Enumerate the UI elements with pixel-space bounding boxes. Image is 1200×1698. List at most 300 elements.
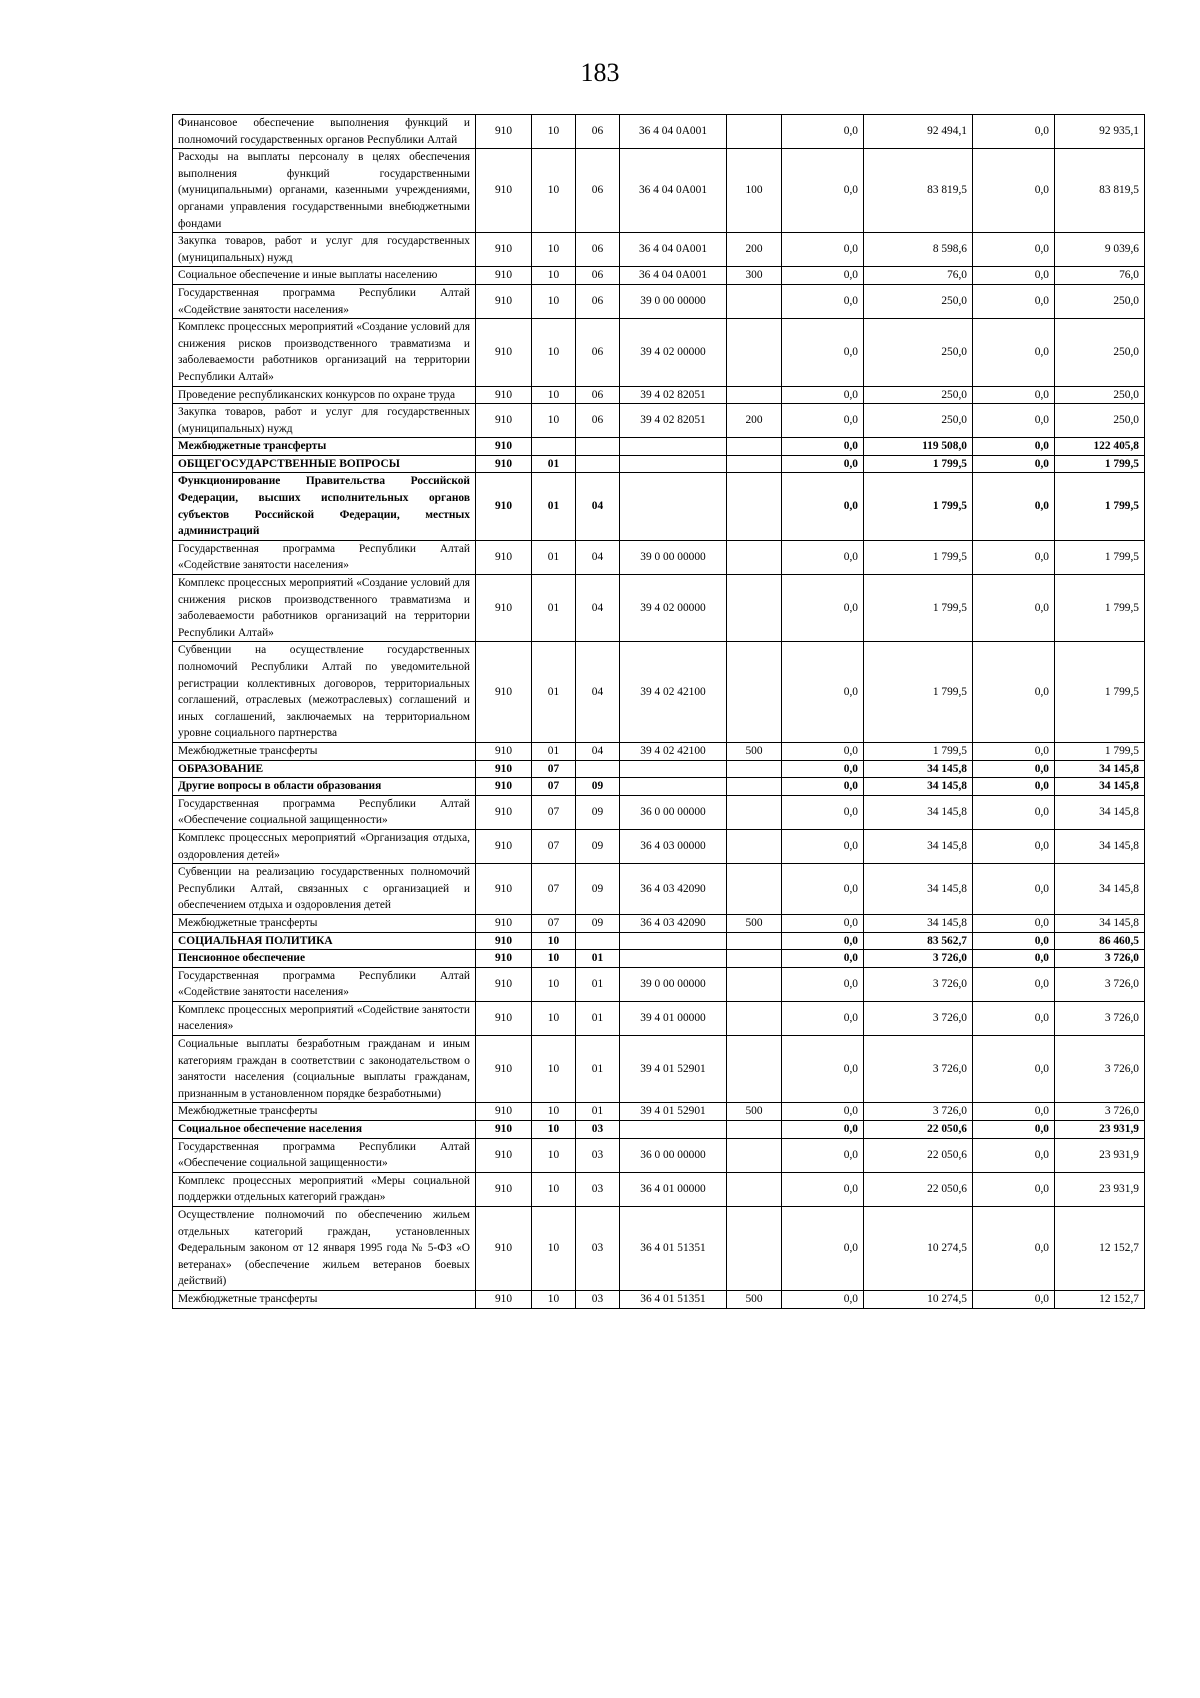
cell-grbs: 910 [476,932,532,950]
cell-value-4: 34 145,8 [1055,864,1145,915]
cell-expense-type [727,575,782,642]
cell-value-1: 0,0 [782,1172,864,1206]
cell-name: Межбюджетные трансферты [173,914,476,932]
cell-grbs: 910 [476,386,532,404]
cell-grbs: 910 [476,404,532,438]
table-row [173,540,1145,574]
cell-value-1: 0,0 [782,967,864,1001]
cell-target-article: 39 0 00 00000 [620,540,727,574]
cell-value-3: 0,0 [973,149,1055,233]
table-row [173,1207,1145,1291]
cell-grbs: 910 [476,967,532,1001]
cell-value-4: 9 039,6 [1055,233,1145,267]
cell-value-3: 0,0 [973,778,1055,796]
cell-target-article [620,1121,727,1139]
cell-name: Комплекс процессных мероприятий «Создание условий для снижения рисков производственного травматизма и заболеваемости работников организаций на территории Республики Алтай» [173,575,476,642]
cell-section: 10 [532,233,576,267]
cell-target-article: 36 4 03 42090 [620,914,727,932]
cell-value-2: 3 726,0 [864,967,973,1001]
cell-target-article: 36 4 01 51351 [620,1207,727,1291]
cell-value-3: 0,0 [973,932,1055,950]
cell-target-article: 39 4 01 00000 [620,1001,727,1035]
cell-value-4: 122 405,8 [1055,438,1145,456]
cell-grbs: 910 [476,1036,532,1103]
table-row [173,1290,1145,1308]
cell-value-2: 83 562,7 [864,932,973,950]
cell-value-4: 92 935,1 [1055,115,1145,149]
cell-value-1: 0,0 [782,473,864,540]
cell-value-1: 0,0 [782,540,864,574]
cell-expense-type: 100 [727,149,782,233]
cell-value-4: 12 152,7 [1055,1290,1145,1308]
cell-value-1: 0,0 [782,829,864,863]
table-row [173,760,1145,778]
cell-name: Межбюджетные трансферты [173,1290,476,1308]
cell-value-3: 0,0 [973,1290,1055,1308]
cell-expense-type [727,438,782,456]
cell-section: 10 [532,1172,576,1206]
cell-section: 10 [532,1207,576,1291]
cell-grbs: 910 [476,575,532,642]
cell-expense-type [727,1172,782,1206]
cell-section [532,438,576,456]
cell-value-2: 250,0 [864,404,973,438]
cell-value-3: 0,0 [973,760,1055,778]
cell-subsection: 06 [576,284,620,318]
budget-table [172,114,1145,1309]
cell-target-article: 39 4 02 00000 [620,575,727,642]
cell-value-4: 3 726,0 [1055,1001,1145,1035]
cell-grbs: 910 [476,778,532,796]
cell-expense-type: 300 [727,267,782,285]
cell-name: Субвенции на осуществление государственных полномочий Республики Алтай по уведомительной регистрации коллективных договоров, территориальных соглашений, отраслевых (межотраслевых) соглашений и иных соглашений, заключаемых на территориальном уровне социального партнерства [173,642,476,743]
table-row [173,1138,1145,1172]
cell-value-3: 0,0 [973,950,1055,968]
cell-value-1: 0,0 [782,404,864,438]
cell-expense-type [727,1001,782,1035]
cell-subsection: 04 [576,540,620,574]
cell-expense-type: 500 [727,1290,782,1308]
cell-name: Государственная программа Республики Алтай «Содействие занятости населения» [173,540,476,574]
cell-section: 10 [532,967,576,1001]
cell-name: ОБЩЕГОСУДАРСТВЕННЫЕ ВОПРОСЫ [173,455,476,473]
cell-value-4: 1 799,5 [1055,473,1145,540]
cell-value-3: 0,0 [973,575,1055,642]
cell-subsection: 09 [576,795,620,829]
cell-value-1: 0,0 [782,950,864,968]
cell-grbs: 910 [476,864,532,915]
cell-section: 07 [532,829,576,863]
table-row [173,642,1145,743]
cell-name: Другие вопросы в области образования [173,778,476,796]
cell-value-1: 0,0 [782,1036,864,1103]
cell-value-2: 1 799,5 [864,540,973,574]
table-row [173,795,1145,829]
cell-target-article: 39 4 02 82051 [620,404,727,438]
table-row [173,473,1145,540]
table-row [173,932,1145,950]
cell-value-2: 1 799,5 [864,575,973,642]
cell-section: 10 [532,1036,576,1103]
cell-expense-type [727,864,782,915]
cell-grbs: 910 [476,642,532,743]
cell-value-1: 0,0 [782,1290,864,1308]
cell-value-2: 22 050,6 [864,1172,973,1206]
cell-value-4: 250,0 [1055,319,1145,386]
cell-value-2: 22 050,6 [864,1138,973,1172]
cell-expense-type [727,778,782,796]
cell-value-3: 0,0 [973,829,1055,863]
table-row [173,1172,1145,1206]
cell-expense-type [727,1138,782,1172]
cell-value-3: 0,0 [973,1172,1055,1206]
table-row [173,149,1145,233]
cell-value-4: 34 145,8 [1055,829,1145,863]
cell-subsection: 03 [576,1290,620,1308]
cell-target-article: 39 4 01 52901 [620,1036,727,1103]
cell-target-article: 39 4 02 42100 [620,742,727,760]
table-row [173,404,1145,438]
cell-grbs: 910 [476,1207,532,1291]
cell-subsection: 06 [576,149,620,233]
cell-expense-type [727,1036,782,1103]
cell-expense-type: 500 [727,914,782,932]
table-row [173,438,1145,456]
cell-section: 07 [532,760,576,778]
cell-name: Социальное обеспечение и иные выплаты населению [173,267,476,285]
cell-grbs: 910 [476,233,532,267]
table-row [173,1036,1145,1103]
cell-target-article: 39 4 02 00000 [620,319,727,386]
cell-grbs: 910 [476,914,532,932]
cell-grbs: 910 [476,950,532,968]
cell-subsection: 09 [576,864,620,915]
cell-value-2: 250,0 [864,284,973,318]
cell-value-1: 0,0 [782,455,864,473]
cell-subsection: 01 [576,1036,620,1103]
cell-section: 10 [532,1121,576,1139]
cell-name: ОБРАЗОВАНИЕ [173,760,476,778]
cell-name: СОЦИАЛЬНАЯ ПОЛИТИКА [173,932,476,950]
cell-name: Функционирование Правительства Российской Федерации, высших исполнительных органов субъектов Российской Федерации, местных администраций [173,473,476,540]
cell-section: 01 [532,575,576,642]
cell-value-4: 1 799,5 [1055,455,1145,473]
cell-grbs: 910 [476,1103,532,1121]
table-row [173,284,1145,318]
cell-value-2: 92 494,1 [864,115,973,149]
cell-value-4: 3 726,0 [1055,1036,1145,1103]
table-row [173,1103,1145,1121]
cell-grbs: 910 [476,284,532,318]
cell-subsection: 06 [576,267,620,285]
cell-value-1: 0,0 [782,642,864,743]
cell-value-3: 0,0 [973,1103,1055,1121]
cell-value-4: 1 799,5 [1055,540,1145,574]
cell-section: 10 [532,267,576,285]
cell-value-3: 0,0 [973,540,1055,574]
cell-name: Закупка товаров, работ и услуг для государственных (муниципальных) нужд [173,233,476,267]
cell-grbs: 910 [476,267,532,285]
cell-name: Социальные выплаты безработным гражданам и иным категориям граждан в соответствии с законодательством о занятости населения (социальные выплаты гражданам, признанным в установленном порядке безработными) [173,1036,476,1103]
table-row [173,267,1145,285]
cell-section: 10 [532,284,576,318]
cell-target-article [620,950,727,968]
cell-target-article: 36 4 04 0А001 [620,233,727,267]
cell-grbs: 910 [476,149,532,233]
table-row [173,115,1145,149]
cell-subsection: 09 [576,914,620,932]
cell-target-article: 36 4 01 00000 [620,1172,727,1206]
cell-name: Субвенции на реализацию государственных полномочий Республики Алтай, связанных с организацией и обеспечением отдыха и оздоровления детей [173,864,476,915]
cell-value-1: 0,0 [782,1138,864,1172]
cell-value-1: 0,0 [782,1001,864,1035]
cell-section: 01 [532,642,576,743]
cell-value-2: 8 598,6 [864,233,973,267]
cell-value-1: 0,0 [782,932,864,950]
cell-subsection: 06 [576,115,620,149]
cell-value-4: 34 145,8 [1055,760,1145,778]
cell-value-4: 1 799,5 [1055,642,1145,743]
cell-expense-type [727,760,782,778]
table-row [173,386,1145,404]
cell-subsection: 06 [576,404,620,438]
cell-value-2: 34 145,8 [864,914,973,932]
cell-value-2: 3 726,0 [864,1001,973,1035]
cell-section: 10 [532,1138,576,1172]
cell-expense-type [727,829,782,863]
cell-value-3: 0,0 [973,438,1055,456]
cell-value-3: 0,0 [973,1207,1055,1291]
cell-name: Комплекс процессных мероприятий «Содействие занятости населения» [173,1001,476,1035]
cell-expense-type [727,950,782,968]
cell-grbs: 910 [476,742,532,760]
table-row [173,778,1145,796]
cell-section: 10 [532,1001,576,1035]
cell-section: 07 [532,778,576,796]
cell-grbs: 910 [476,319,532,386]
cell-value-1: 0,0 [782,760,864,778]
cell-value-3: 0,0 [973,115,1055,149]
cell-name: Комплекс процессных мероприятий «Организация отдыха, оздоровления детей» [173,829,476,863]
cell-value-4: 23 931,9 [1055,1172,1145,1206]
cell-name: Комплекс процессных мероприятий «Меры социальной поддержки отдельных категорий граждан» [173,1172,476,1206]
cell-section: 10 [532,386,576,404]
cell-target-article: 39 0 00 00000 [620,284,727,318]
cell-value-4: 3 726,0 [1055,967,1145,1001]
table-row [173,950,1145,968]
table-row [173,742,1145,760]
cell-target-article [620,473,727,540]
cell-value-4: 12 152,7 [1055,1207,1145,1291]
cell-subsection [576,760,620,778]
cell-subsection: 03 [576,1121,620,1139]
cell-grbs: 910 [476,1121,532,1139]
cell-target-article: 36 0 00 00000 [620,795,727,829]
cell-expense-type [727,455,782,473]
cell-value-2: 250,0 [864,319,973,386]
cell-subsection: 01 [576,950,620,968]
cell-section: 10 [532,1290,576,1308]
cell-value-2: 10 274,5 [864,1290,973,1308]
cell-section: 10 [532,115,576,149]
cell-value-4: 250,0 [1055,284,1145,318]
cell-expense-type [727,284,782,318]
cell-value-2: 1 799,5 [864,742,973,760]
cell-value-1: 0,0 [782,319,864,386]
cell-value-2: 1 799,5 [864,642,973,743]
cell-value-2: 34 145,8 [864,864,973,915]
table-row [173,455,1145,473]
cell-expense-type [727,1121,782,1139]
cell-value-3: 0,0 [973,386,1055,404]
cell-expense-type [727,386,782,404]
cell-value-2: 3 726,0 [864,1103,973,1121]
cell-subsection: 04 [576,575,620,642]
cell-target-article [620,455,727,473]
cell-expense-type [727,473,782,540]
cell-value-3: 0,0 [973,473,1055,540]
cell-value-1: 0,0 [782,1121,864,1139]
cell-value-4: 23 931,9 [1055,1138,1145,1172]
cell-section: 01 [532,455,576,473]
cell-subsection: 06 [576,319,620,386]
cell-expense-type: 200 [727,404,782,438]
cell-value-3: 0,0 [973,284,1055,318]
cell-subsection: 06 [576,386,620,404]
cell-subsection [576,932,620,950]
cell-name: Комплекс процессных мероприятий «Создание условий для снижения рисков производственного травматизма и заболеваемости работников организаций на территории Республики Алтай» [173,319,476,386]
cell-expense-type [727,319,782,386]
cell-name: Финансовое обеспечение выполнения функций и полномочий государственных органов Республики Алтай [173,115,476,149]
cell-value-1: 0,0 [782,386,864,404]
cell-name: Государственная программа Республики Алтай «Содействие занятости населения» [173,967,476,1001]
table-row [173,233,1145,267]
cell-grbs: 910 [476,115,532,149]
cell-expense-type [727,540,782,574]
cell-value-1: 0,0 [782,778,864,796]
cell-target-article: 36 4 04 0А001 [620,149,727,233]
cell-target-article [620,932,727,950]
cell-target-article [620,760,727,778]
cell-target-article: 36 4 03 42090 [620,864,727,915]
cell-value-4: 34 145,8 [1055,914,1145,932]
cell-value-3: 0,0 [973,914,1055,932]
cell-section: 01 [532,540,576,574]
cell-subsection: 04 [576,473,620,540]
cell-name: Межбюджетные трансферты [173,438,476,456]
cell-target-article: 36 4 01 51351 [620,1290,727,1308]
cell-value-1: 0,0 [782,149,864,233]
cell-section: 07 [532,864,576,915]
cell-value-2: 34 145,8 [864,829,973,863]
cell-value-1: 0,0 [782,914,864,932]
cell-value-3: 0,0 [973,967,1055,1001]
cell-value-1: 0,0 [782,575,864,642]
cell-grbs: 910 [476,1172,532,1206]
cell-section: 10 [532,932,576,950]
cell-expense-type: 200 [727,233,782,267]
cell-value-4: 250,0 [1055,386,1145,404]
cell-value-3: 0,0 [973,267,1055,285]
cell-section: 10 [532,149,576,233]
table-row [173,1121,1145,1139]
cell-grbs: 910 [476,1138,532,1172]
cell-value-1: 0,0 [782,1103,864,1121]
cell-expense-type [727,115,782,149]
cell-target-article: 36 0 00 00000 [620,1138,727,1172]
cell-value-1: 0,0 [782,1207,864,1291]
cell-value-3: 0,0 [973,404,1055,438]
cell-value-3: 0,0 [973,319,1055,386]
cell-expense-type: 500 [727,1103,782,1121]
cell-target-article: 39 4 02 82051 [620,386,727,404]
cell-value-1: 0,0 [782,438,864,456]
cell-value-2: 250,0 [864,386,973,404]
cell-value-4: 83 819,5 [1055,149,1145,233]
cell-value-3: 0,0 [973,642,1055,743]
cell-value-3: 0,0 [973,455,1055,473]
cell-subsection: 06 [576,233,620,267]
cell-value-1: 0,0 [782,742,864,760]
cell-target-article: 36 4 03 00000 [620,829,727,863]
cell-value-3: 0,0 [973,233,1055,267]
cell-value-3: 0,0 [973,1001,1055,1035]
cell-grbs: 910 [476,829,532,863]
cell-value-3: 0,0 [973,1138,1055,1172]
cell-value-4: 86 460,5 [1055,932,1145,950]
cell-name: Социальное обеспечение населения [173,1121,476,1139]
cell-section: 07 [532,914,576,932]
table-body [173,115,1145,1309]
cell-value-1: 0,0 [782,284,864,318]
cell-section: 10 [532,1103,576,1121]
cell-value-2: 22 050,6 [864,1121,973,1139]
cell-expense-type [727,642,782,743]
cell-subsection: 03 [576,1138,620,1172]
cell-subsection: 03 [576,1172,620,1206]
cell-name: Закупка товаров, работ и услуг для государственных (муниципальных) нужд [173,404,476,438]
table-row [173,967,1145,1001]
cell-name: Пенсионное обеспечение [173,950,476,968]
cell-subsection [576,455,620,473]
cell-section: 01 [532,742,576,760]
cell-section: 01 [532,473,576,540]
cell-name: Государственная программа Республики Алтай «Обеспечение социальной защищенности» [173,795,476,829]
cell-target-article [620,778,727,796]
cell-value-4: 3 726,0 [1055,950,1145,968]
cell-value-1: 0,0 [782,115,864,149]
cell-value-1: 0,0 [782,233,864,267]
cell-expense-type: 500 [727,742,782,760]
table-row [173,864,1145,915]
cell-value-2: 1 799,5 [864,455,973,473]
cell-subsection: 01 [576,967,620,1001]
cell-value-4: 34 145,8 [1055,795,1145,829]
cell-name: Межбюджетные трансферты [173,1103,476,1121]
cell-value-4: 250,0 [1055,404,1145,438]
cell-grbs: 910 [476,438,532,456]
cell-grbs: 910 [476,1290,532,1308]
cell-target-article: 39 4 01 52901 [620,1103,727,1121]
cell-subsection: 09 [576,829,620,863]
cell-subsection: 03 [576,1207,620,1291]
cell-section: 10 [532,319,576,386]
cell-subsection: 09 [576,778,620,796]
cell-name: Государственная программа Республики Алтай «Обеспечение социальной защищенности» [173,1138,476,1172]
cell-target-article: 39 4 02 42100 [620,642,727,743]
cell-target-article: 39 0 00 00000 [620,967,727,1001]
cell-section: 10 [532,404,576,438]
